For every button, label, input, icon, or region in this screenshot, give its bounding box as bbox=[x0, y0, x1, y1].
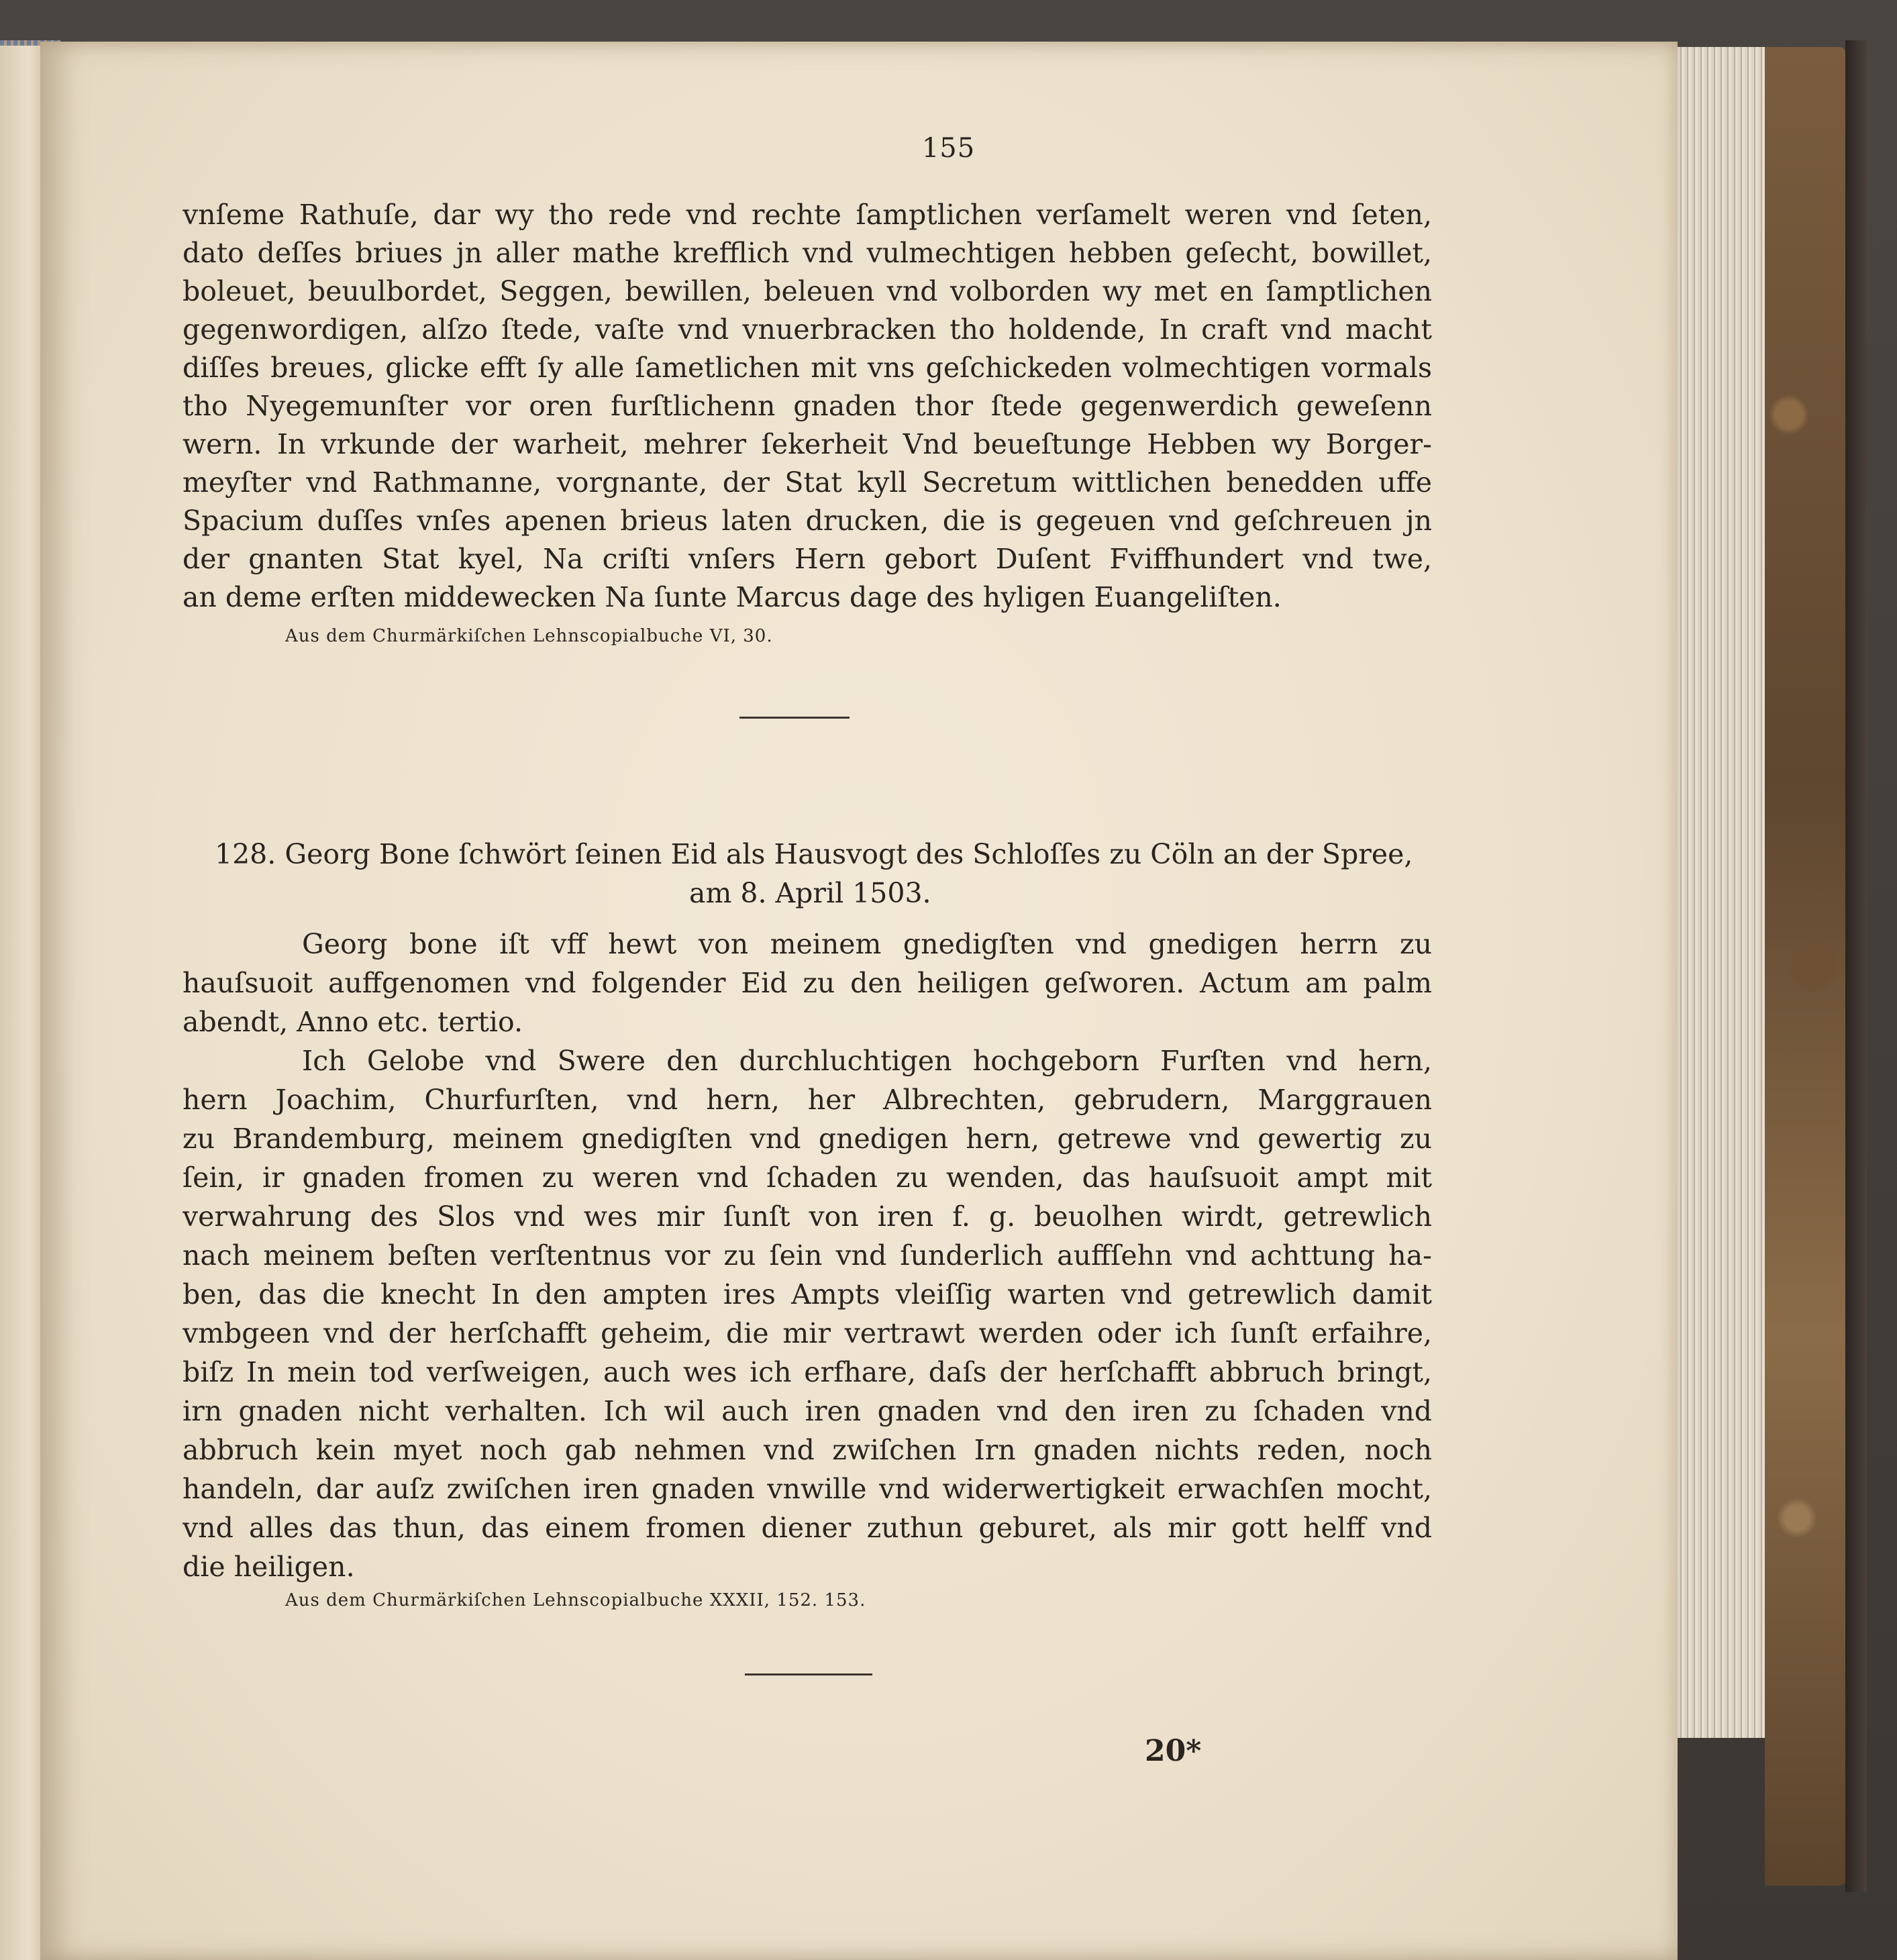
text-line: nach meinem beſten verſtentnus vor zu ſein vnd ſunderlich auffſehn vnd achttung ha- bbox=[183, 1239, 1432, 1272]
document-heading: 128. Georg Bone ſchwört ſeinen Eid als Hausvogt des Schloſſes zu Cöln an der Spree, bbox=[215, 838, 1413, 870]
divider-rule bbox=[745, 1673, 872, 1675]
text-line: diſſes breues, glicke efft ſy alle ſametlichen mit vns geſchickeden volmechtigen vormals bbox=[183, 352, 1432, 384]
text-line: irn gnaden nicht verhalten. Ich wil auch iren gnaden vnd den iren zu ſchaden vnd bbox=[183, 1395, 1432, 1427]
text-line: gegenwordigen, alſzo ſtede, vaſte vnd vnuerbracken tho holdende, In craft vnd macht bbox=[183, 313, 1432, 346]
text-line: hauſsuoit auffgenomen vnd folgender Eid zu den heiligen geſworen. Actum am palm bbox=[183, 967, 1432, 999]
marbled-cover bbox=[1765, 47, 1845, 1886]
page-number: 155 bbox=[921, 133, 976, 164]
text-line: die heiligen. bbox=[183, 1551, 355, 1583]
text-line: biſz In mein tod verſweigen, auch wes ich erfhare, daſs der herſchafft abbruch bringt, bbox=[183, 1356, 1432, 1388]
text-line: an deme erſten middewecken Na ſunte Marcus dage des hyligen Euangeliſten. bbox=[183, 581, 1282, 613]
text-line: ſein, ir gnaden fromen zu weren vnd ſchaden zu wenden, das hauſsuoit ampt mit bbox=[183, 1162, 1432, 1194]
text-line: dato deſſes briues jn aller mathe krefflich vnd vulmechtigen hebben geſecht, bowillet, bbox=[183, 237, 1432, 269]
text-line: abendt, Anno etc. tertio. bbox=[183, 1006, 523, 1038]
text-line: vmbgeen vnd der herſchafft geheim, die mir vertrawt werden oder ich ſunſt erfaihre, bbox=[183, 1317, 1432, 1349]
text-line: meyſter vnd Rathmanne, vorgnante, der Stat kyll Secretum wittlichen benedden uffe bbox=[183, 466, 1432, 499]
book-cover-edge bbox=[1845, 40, 1867, 1892]
document-date: am 8. April 1503. bbox=[689, 877, 931, 909]
source-note: Aus dem Churmärkiſchen Lehnscopialbuche VI, 30. bbox=[285, 626, 773, 646]
text-line: vnſeme Rathuſe, dar wy tho rede vnd rechte ſamptlichen verſamelt weren vnd ſeten, bbox=[183, 199, 1432, 231]
text-line: Spacium duſſes vnſes apenen brieus laten drucken, die is gegeuen vnd geſchreuen jn bbox=[183, 505, 1432, 537]
text-line: hern Joachim, Churfurſten, vnd hern, her Albrechten, gebrudern, Marggrauen bbox=[183, 1084, 1432, 1116]
text-line: handeln, dar auſz zwiſchen iren gnaden vnwille vnd widerwertigkeit erwachſen mocht, bbox=[183, 1473, 1432, 1505]
text-line: der gnanten Stat kyel, Na criſti vnſers Hern gebort Duſent Fviffhundert vnd twe, bbox=[183, 543, 1432, 575]
text-line: ben, das die knecht In den ampten ires Ampts vleiſſig warten vnd getrewlich damit bbox=[183, 1278, 1432, 1310]
page-block-edges bbox=[1678, 47, 1765, 1738]
text-line: boleuet, beuulbordet, Seggen, bewillen, beleuen vnd volborden wy met en ſamptlichen bbox=[183, 275, 1432, 307]
text-line: verwahrung des Slos vnd wes mir ſunſt von iren f. g. beuolhen wirdt, getrewlich bbox=[183, 1200, 1432, 1233]
text-line: wern. In vrkunde der warheit, mehrer ſekerheit Vnd beueſtunge Hebben wy Borger- bbox=[183, 428, 1432, 460]
text-line: vnd alles das thun, das einem fromen diener zuthun geburet, als mir gott helff vnd bbox=[183, 1512, 1432, 1544]
divider-rule bbox=[739, 717, 850, 719]
signature-mark: 20* bbox=[1145, 1734, 1202, 1768]
text-line: zu Brandemburg, meinem gnedigſten vnd gnedigen hern, getrewe vnd gewertig zu bbox=[183, 1123, 1432, 1155]
text-line: Georg bone iſt vff hewt von meinem gnedigſten vnd gnedigen herrn zu bbox=[302, 928, 1432, 960]
source-note: Aus dem Churmärkiſchen Lehnscopialbuche XXXII, 152. 153. bbox=[285, 1590, 866, 1610]
text-line: Ich Gelobe vnd Swere den durchluchtigen hochgeborn Furſten vnd hern, bbox=[302, 1045, 1432, 1077]
text-line: tho Nyegemunſter vor oren furſtlichenn gnaden thor ſtede gegenwerdich geweſenn bbox=[183, 390, 1432, 422]
text-line: abbruch kein myet noch gab nehmen vnd zwiſchen Irn gnaden nichts reden, noch bbox=[183, 1434, 1432, 1466]
